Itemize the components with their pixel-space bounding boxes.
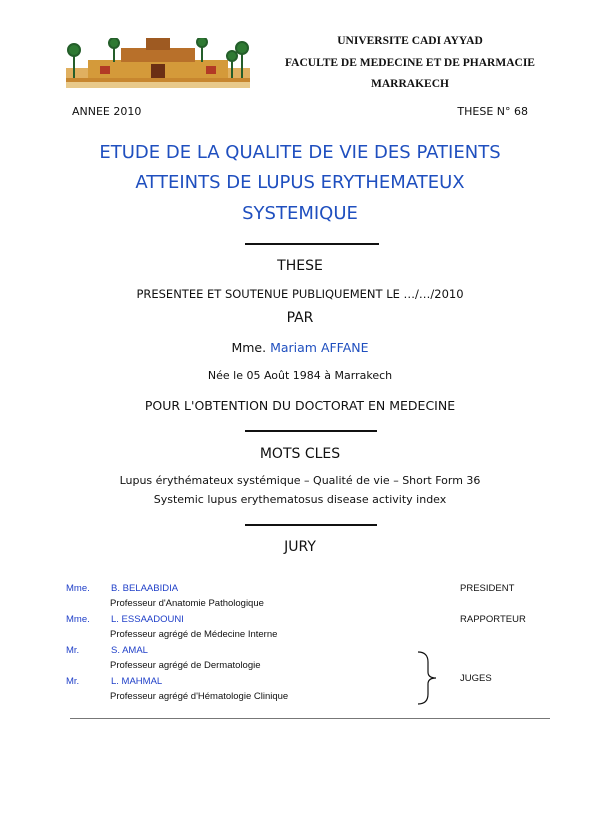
jury-title: Mr. xyxy=(66,676,80,687)
thesis-title-line-1: ETUDE DE LA QUALITE DE VIE DES PATIENTS xyxy=(99,142,501,163)
faculty-name: FACULTE DE MEDECINE ET DE PHARMACIE xyxy=(285,57,535,69)
jury-role: Professeur d'Anatomie Pathologique xyxy=(110,598,264,609)
jury-heading: JURY xyxy=(284,539,316,555)
jury-name: L. ESSAADOUNI xyxy=(111,614,184,625)
keywords-line-1: Lupus érythémateux systémique – Qualité de vie – Short Form 36 xyxy=(119,474,481,487)
jury-role: Professeur agrégé d'Hématologie Clinique xyxy=(110,691,289,702)
bottom-divider xyxy=(70,718,550,719)
birth-info: Née le 05 Août 1984 à Marrakech xyxy=(207,369,393,382)
jury-name: L. MAHMAL xyxy=(111,676,163,687)
jury-function: PRESIDENT xyxy=(460,583,515,594)
author-name: Mariam AFFANE xyxy=(270,340,369,355)
keywords-line-2: Systemic lupus erythematosus disease activity index xyxy=(153,493,447,506)
thesis-title-line-2: ATTEINTS DE LUPUS ERYTHEMATEUX xyxy=(135,172,465,193)
city-name: MARRAKECH xyxy=(371,78,449,90)
juges-label: JUGES xyxy=(460,673,492,684)
jury-name: S. AMAL xyxy=(111,645,148,656)
author-line xyxy=(0,340,600,355)
jury-title: Mme. xyxy=(66,583,90,594)
year-label: ANNEE 2010 xyxy=(72,105,142,118)
defense-statement: PRESENTEE ET SOUTENUE PUBLIQUEMENT LE …/…/2010 xyxy=(136,287,464,301)
divider xyxy=(245,524,377,526)
faculty-building-logo-icon xyxy=(66,38,250,88)
author-prefix: Mme. xyxy=(231,340,267,355)
jury-role: Professeur agrégé de Dermatologie xyxy=(110,660,261,671)
jury-title: Mr. xyxy=(66,645,80,656)
jury-function: RAPPORTEUR xyxy=(460,614,526,625)
jury-name: B. BELAABIDIA xyxy=(111,583,179,594)
thesis-title-line-3: SYSTEMIQUE xyxy=(242,203,358,224)
divider xyxy=(245,430,377,432)
right-brace-icon xyxy=(416,650,438,706)
degree-statement: POUR L'OBTENTION DU DOCTORAT EN MEDECINE xyxy=(144,398,456,413)
keywords-heading: MOTS CLES xyxy=(259,446,341,462)
jury-title: Mme. xyxy=(66,614,90,625)
jury-role: Professeur agrégé de Médecine Interne xyxy=(110,629,278,640)
thesis-number: THESE N° 68 xyxy=(457,105,528,118)
divider xyxy=(245,243,379,245)
university-name: UNIVERSITE CADI AYYAD xyxy=(337,35,483,47)
these-heading: THESE xyxy=(277,258,323,274)
par-heading: PAR xyxy=(286,310,314,326)
